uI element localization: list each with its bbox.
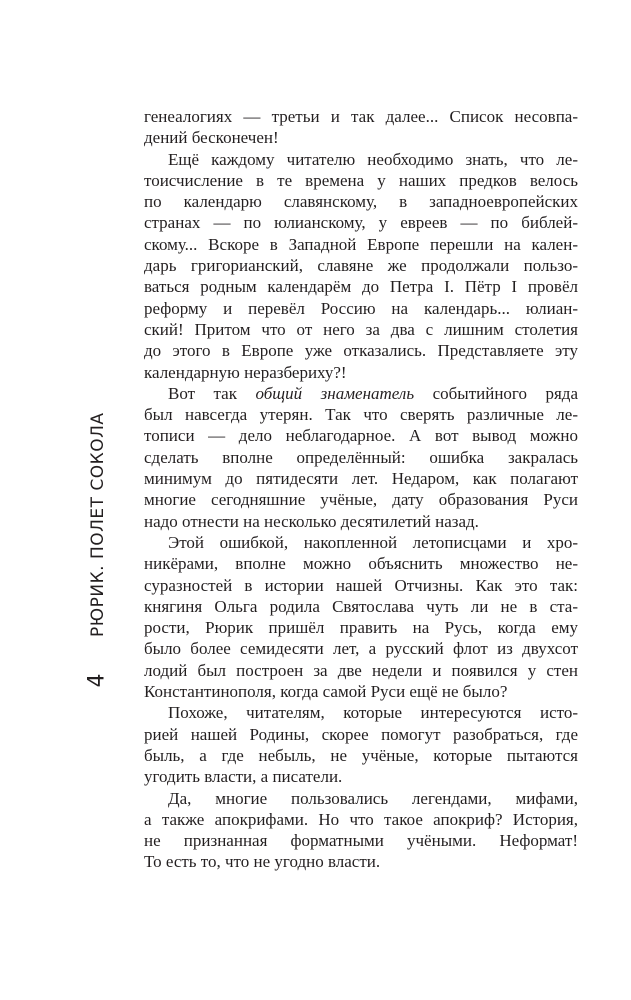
text-segment: дений бесконечен! [144,128,279,148]
text-segment: реформу и перевёл Россию на календарь... юлиан- [144,298,578,318]
text-segment: не признанная форматными учёными. Неформат! [144,831,578,851]
text-line [144,191,578,212]
paragraph [144,106,578,149]
text-line [144,447,578,468]
text-segment: странах — по юлианскому, у евреев — по библей- [144,213,578,233]
text-segment: многие сегодняшние учёные, дату образования Руси [144,490,578,510]
text-line [144,383,578,404]
paragraph [144,532,578,702]
text-line [144,362,578,383]
text-segment: Ещё каждому читателю необходимо знать, что ле- [168,149,578,169]
text-segment: княгиня Ольга родила Святослава чуть ли не в ста- [144,596,578,616]
text-segment: лодий был построен за две недели и появился у стен [144,660,578,680]
text-segment: генеалогиях — третьи и так далее... Список несовпа- [144,107,578,126]
text-segment: рией нашей Родины, скорее помогут разобраться, где [144,724,578,744]
text-segment: быль, а где небыль, не учёные, которые пытаются [144,745,578,765]
text-line [144,276,578,297]
text-line [144,404,578,425]
text-segment: был навсегда утерян. Так что сверять различные ле- [144,405,578,425]
text-line [144,660,578,681]
text-line [144,170,578,191]
text-segment: по календарю славянскому, в западноевропейских [144,192,578,212]
text-segment: Константинополя, когда самой Руси ещё не было? [144,682,508,702]
text-line [144,511,578,532]
paragraph [144,702,578,787]
text-line [144,702,578,723]
text-segment: тоисчисление в те времена у наших предков велось [144,170,578,190]
text-line [144,724,578,745]
text-segment: ский! Притом что от него за два с лишним столетия [144,319,578,339]
text-segment: Да, многие пользовались легендами, мифами, [168,788,578,808]
text-line [144,298,578,319]
text-segment: угодить власти, а писатели. [144,767,343,787]
body-text [144,106,578,873]
paragraph [144,788,578,873]
running-head: РЮРИК. ПОЛЕТ СОКОЛА [88,412,108,637]
text-segment: ваться родным календарём до Петра I. Пётр I провёл [144,277,578,297]
text-segment: То есть то, что не угодно власти. [144,852,381,872]
text-line [144,425,578,446]
text-line [144,766,578,787]
paragraph [144,149,578,383]
text-line [144,681,578,702]
text-segment: рости, Рюрик пришёл править на Русь, когда ему [144,618,578,638]
text-line [144,617,578,638]
italic-text: общий знаменатель [255,383,415,403]
text-line [144,234,578,255]
text-segment: а также апокрифами. Но что такое апокриф? История, [144,809,578,829]
text-segment: скому... Вскоре в Западной Европе перешли на кален- [144,234,578,254]
text-segment: надо отнести на несколько десятилетий назад. [144,511,479,531]
text-segment: Похоже, читателям, которые интересуются исто- [168,703,578,723]
text-line [144,553,578,574]
text-line [144,532,578,553]
text-line [144,851,578,872]
text-line [144,575,578,596]
text-segment: было более семидесяти лет, а русский флот из двухсот [144,639,578,659]
text-segment: дарь григорианский, славяне же продолжали пользо- [144,256,578,276]
text-line [144,638,578,659]
text-line [144,596,578,617]
text-line [144,745,578,766]
text-segment: событийного ряда [414,383,578,403]
text-segment: Этой ошибкой, накопленной летописцами и хро- [168,532,578,552]
text-segment: минимум до пятидесяти лет. Недаром, как полагают [144,469,578,489]
text-line [144,149,578,170]
text-segment: сделать вполне определённый: ошибка закралась [144,447,578,467]
text-line [144,319,578,340]
text-line [144,809,578,830]
text-line [144,212,578,233]
text-segment: тописи — дело неблагодарное. А вот вывод можно [144,426,578,446]
text-line [144,340,578,361]
text-segment: календарную неразбериху?! [144,362,347,382]
text-segment: суразностей в истории нашей Отчизны. Как это так: [144,575,578,595]
text-line [144,830,578,851]
text-line [144,127,578,148]
text-line [144,489,578,510]
text-segment: Вот так [168,383,256,403]
text-line [144,255,578,276]
text-segment: никёрами, вполне можно объяснить множество не- [144,554,578,574]
paragraph [144,383,578,532]
text-line [144,468,578,489]
text-line [144,788,578,809]
text-line [144,106,578,127]
page-number: 4 [84,673,110,688]
text-segment: до этого в Европе уже отказались. Представляете эту [144,341,578,361]
